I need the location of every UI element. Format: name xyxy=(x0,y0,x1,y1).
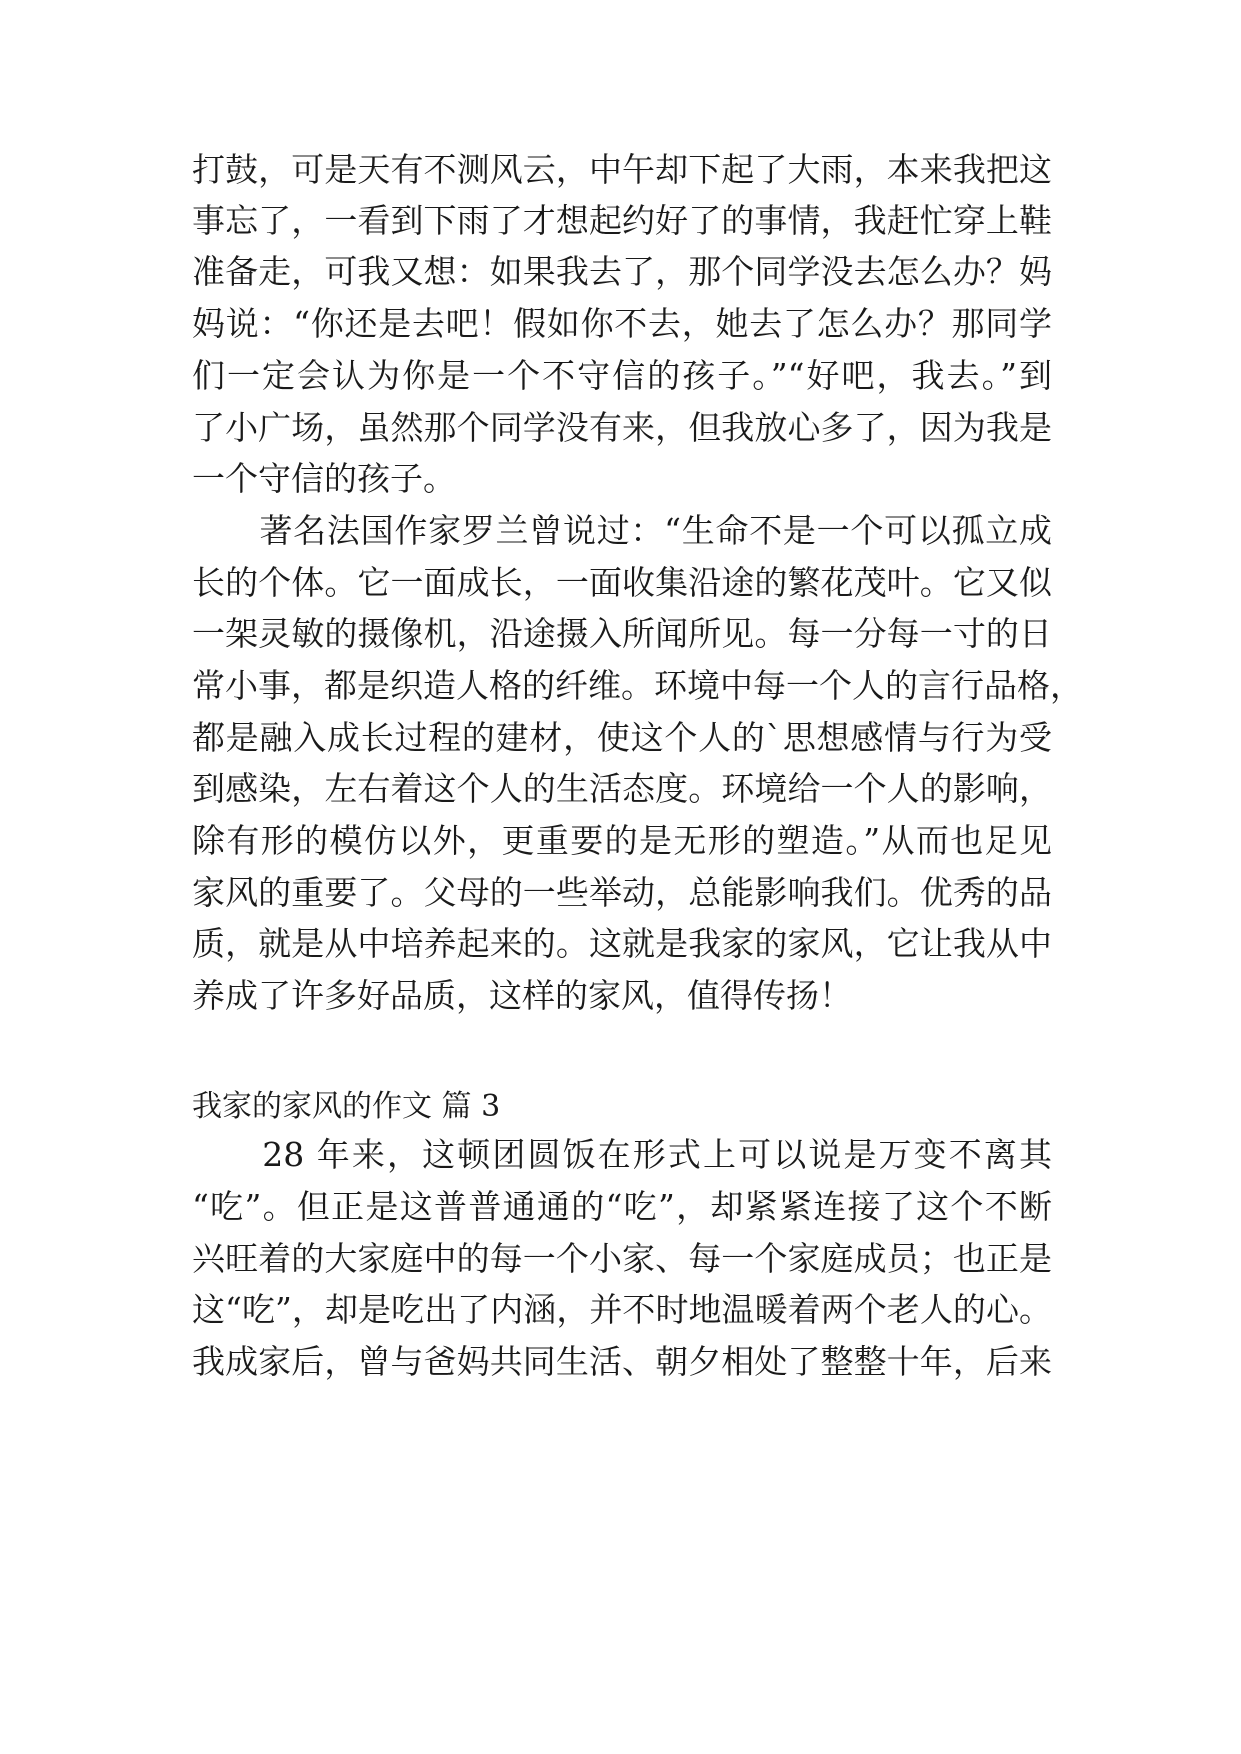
paragraph-line: 我成家后，曾与爸妈共同生活、朝夕相处了整整十年，后来 xyxy=(192,1342,1052,1381)
section-heading: 我家的家风的作文 篇 3 xyxy=(192,1089,501,1124)
paragraph-line: 家风的重要了。父母的一些举动，总能影响我们。优秀的品 xyxy=(192,873,1052,912)
paragraph-line: 质，就是从中培养起来的。这就是我家的家风，它让我从中 xyxy=(192,924,1052,963)
paragraph-line: “吃”。但正是这普普通通的“吃”，却紧紧连接了这个不断 xyxy=(192,1187,1052,1226)
paragraph-line: 一架灵敏的摄像机，沿途摄入所闻所见。每一分每一寸的日 xyxy=(192,614,1052,653)
paragraph-line: 长的个体。它一面成长，一面收集沿途的繁花茂叶。它又似 xyxy=(192,563,1052,602)
paragraph-line: 常小事，都是织造人格的纤维。环境中每一个人的言行品格， xyxy=(192,666,1083,705)
paragraph-line: 们一定会认为你是一个不守信的孩子。”“好吧，我去。”到 xyxy=(192,356,1052,395)
paragraph-line: 打鼓，可是天有不测风云，中午却下起了大雨，本来我把这 xyxy=(192,150,1052,189)
paragraph-line: 都是融入成长过程的建材，使这个人的`思想感情与行为受 xyxy=(192,718,1052,757)
paragraph-line: 妈说：“你还是去吧！假如你不去，她去了怎么办？那同学 xyxy=(192,304,1052,343)
paragraph-line: 准备走，可我又想：如果我去了，那个同学没去怎么办？妈 xyxy=(192,252,1052,291)
paragraph-line: 除有形的模仿以外，更重要的是无形的塑造。”从而也足见 xyxy=(192,821,1052,860)
paragraph-line: 28 年来，这顿团圆饭在形式上可以说是万变不离其 xyxy=(192,1135,1052,1174)
paragraph-line: 一个守信的孩子。 xyxy=(192,459,456,498)
paragraph-line: 兴旺着的大家庭中的每一个小家、每一个家庭成员；也正是 xyxy=(192,1239,1052,1278)
paragraph-line: 到感染，左右着这个人的生活态度。环境给一个人的影响， xyxy=(192,769,1052,808)
paragraph-line: 这“吃”，却是吃出了内涵，并不时地温暖着两个老人的心。 xyxy=(192,1290,1052,1329)
paragraph-line: 了小广场，虽然那个同学没有来，但我放心多了，因为我是 xyxy=(192,408,1052,447)
paragraph-line: 著名法国作家罗兰曾说过：“生命不是一个可以孤立成 xyxy=(192,511,1052,550)
paragraph-line: 事忘了，一看到下雨了才想起约好了的事情，我赶忙穿上鞋 xyxy=(192,201,1052,240)
paragraph-line: 养成了许多好品质，这样的家风，值得传扬！ xyxy=(192,976,852,1015)
